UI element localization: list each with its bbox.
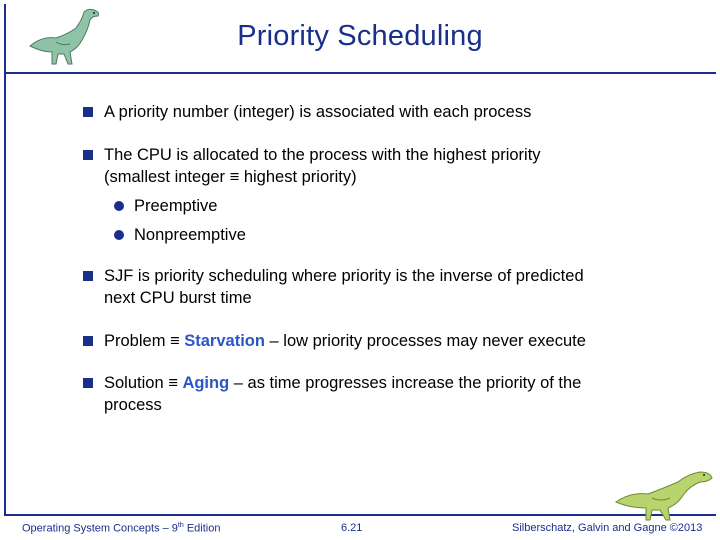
bullet-text: SJF is priority scheduling where priority is the inverse of predicted xyxy=(104,267,584,285)
square-bullet-icon xyxy=(83,107,93,117)
round-bullet-icon xyxy=(114,230,124,240)
bullet-4 xyxy=(104,330,586,352)
bullet-text-suffix: – as time progresses increase the priority of the xyxy=(229,374,582,392)
dinosaur-logo-icon xyxy=(612,462,716,524)
footer-page-number: 6.21 xyxy=(341,522,363,534)
title-rule xyxy=(4,72,716,74)
footer-book-title: Operating System Concepts – 9th Edition xyxy=(22,522,221,535)
bullet-text-prefix: Problem ≡ xyxy=(104,332,185,350)
bullet-text-prefix: Solution ≡ xyxy=(104,374,183,392)
square-bullet-icon xyxy=(83,271,93,281)
bullet-text-continued: process xyxy=(104,396,162,414)
bullet-text-suffix: – low priority processes may never execute xyxy=(264,332,586,350)
round-bullet-icon xyxy=(114,201,124,211)
left-rule xyxy=(4,4,6,516)
sub-bullet-text: Nonpreemptive xyxy=(134,226,246,244)
bullet-text-continued: (smallest integer ≡ highest priority) xyxy=(104,168,357,186)
sub-bullet-2 xyxy=(134,224,246,246)
highlight-term: Starvation xyxy=(184,332,265,350)
bullet-2 xyxy=(104,144,541,188)
slide-title: Priority Scheduling xyxy=(237,20,483,52)
dinosaur-logo-icon xyxy=(22,6,114,68)
bullet-text-continued: next CPU burst time xyxy=(104,289,252,307)
footer-rule xyxy=(4,514,716,516)
sub-bullet-text: Preemptive xyxy=(134,197,218,215)
square-bullet-icon xyxy=(83,150,93,160)
footer-authors: Silberschatz, Galvin and Gagne ©2013 xyxy=(512,522,703,534)
bullet-text: The CPU is allocated to the process with the highest priority xyxy=(104,146,541,164)
bullet-3 xyxy=(104,265,584,309)
square-bullet-icon xyxy=(83,378,93,388)
bullet-text: A priority number (integer) is associated with each process xyxy=(104,103,532,121)
highlight-term: Aging xyxy=(182,374,230,392)
bullet-5 xyxy=(104,372,581,416)
square-bullet-icon xyxy=(83,336,93,346)
bullet-1 xyxy=(104,101,531,123)
sub-bullet-1 xyxy=(134,195,217,217)
